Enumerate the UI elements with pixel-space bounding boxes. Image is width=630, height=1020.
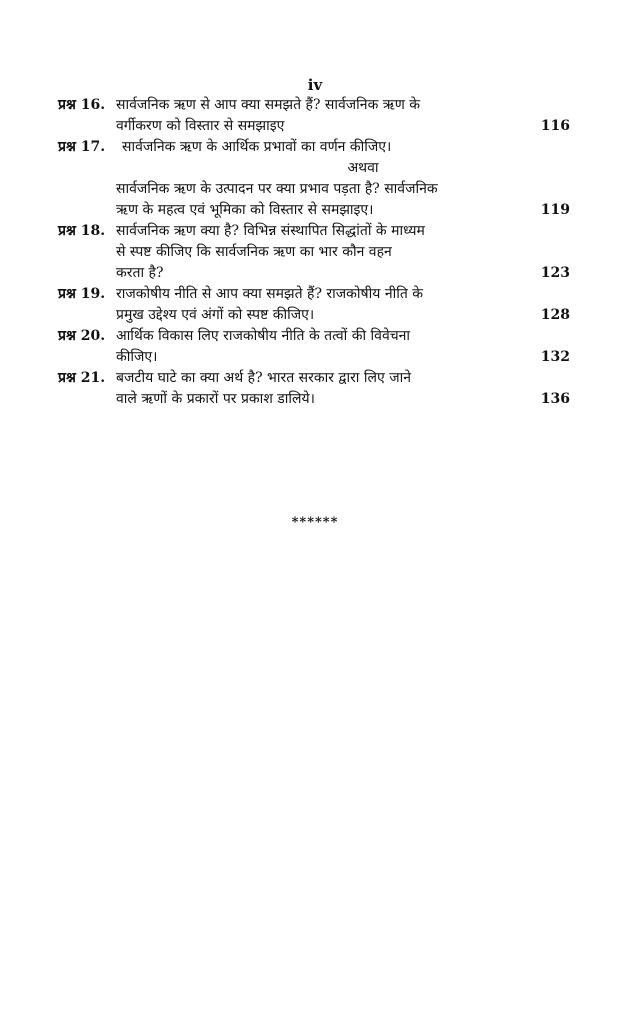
question-text: बजटीय घाटे का क्या अर्थ है? भारत सरकार द्वारा लिए जाने: [116, 370, 411, 386]
question-label: प्रश्न 20.: [58, 328, 106, 344]
question-label: प्रश्न 16.: [58, 97, 106, 113]
question-text: राजकोषीय नीति से आप क्या समझते हैं? राजकोषीय नीति के: [116, 286, 424, 302]
question-label: प्रश्न 18.: [58, 223, 106, 239]
page-ref: 132: [540, 349, 570, 365]
table-of-contents: [58, 95, 578, 410]
page-ref: 128: [540, 307, 570, 323]
question-text: प्रमुख उद्देश्य एवं अंगों को स्पष्ट कीजिए।: [116, 307, 315, 323]
alternate-label: अथवा: [347, 160, 379, 176]
page-ref: 136: [540, 391, 570, 407]
question-label: प्रश्न 21.: [58, 370, 106, 386]
alternate-question-text: ऋण के महत्व एवं भूमिका को विस्तार से समझाइए।: [116, 202, 374, 218]
question-text: वर्गीकरण को विस्तार से समझाइए: [116, 118, 285, 134]
toc-entry-21: [58, 368, 578, 410]
toc-entry-17: [58, 137, 578, 221]
question-text: वाले ऋणों के प्रकारों पर प्रकाश डालिये।: [116, 391, 315, 407]
question-text: से स्पष्ट कीजिए कि सार्वजनिक ऋण का भार कौन वहन: [116, 244, 392, 260]
toc-entry-20: [58, 326, 578, 368]
toc-entry-18: [58, 221, 578, 284]
question-text: सार्वजनिक ऋण से आप क्या समझते हैं? सार्वजनिक ऋण के: [116, 97, 421, 113]
alternate-question-text: सार्वजनिक ऋण के उत्पादन पर क्या प्रभाव पड़ता है? सार्वजनिक: [116, 181, 438, 197]
page-ref: 123: [540, 265, 570, 281]
page-ref: 116: [540, 118, 570, 134]
page-ref: 119: [540, 202, 570, 218]
toc-entry-16: [58, 95, 578, 137]
question-text: करता है?: [116, 265, 164, 281]
page-number-roman: iv: [307, 76, 323, 94]
question-text: आर्थिक विकास लिए राजकोषीय नीति के तत्वों की विवेचना: [116, 328, 411, 344]
toc-entry-19: [58, 284, 578, 326]
question-text: सार्वजनिक ऋण क्या है? विभिन्न संस्थापित सिद्धांतों के माध्यम: [116, 223, 425, 239]
question-label: प्रश्न 17.: [58, 139, 106, 155]
question-text: सार्वजनिक ऋण के आर्थिक प्रभावों का वर्णन कीजिए।: [122, 139, 392, 155]
question-text: कीजिए।: [116, 349, 158, 365]
end-marker: ******: [291, 515, 339, 530]
question-label: प्रश्न 19.: [58, 286, 106, 302]
